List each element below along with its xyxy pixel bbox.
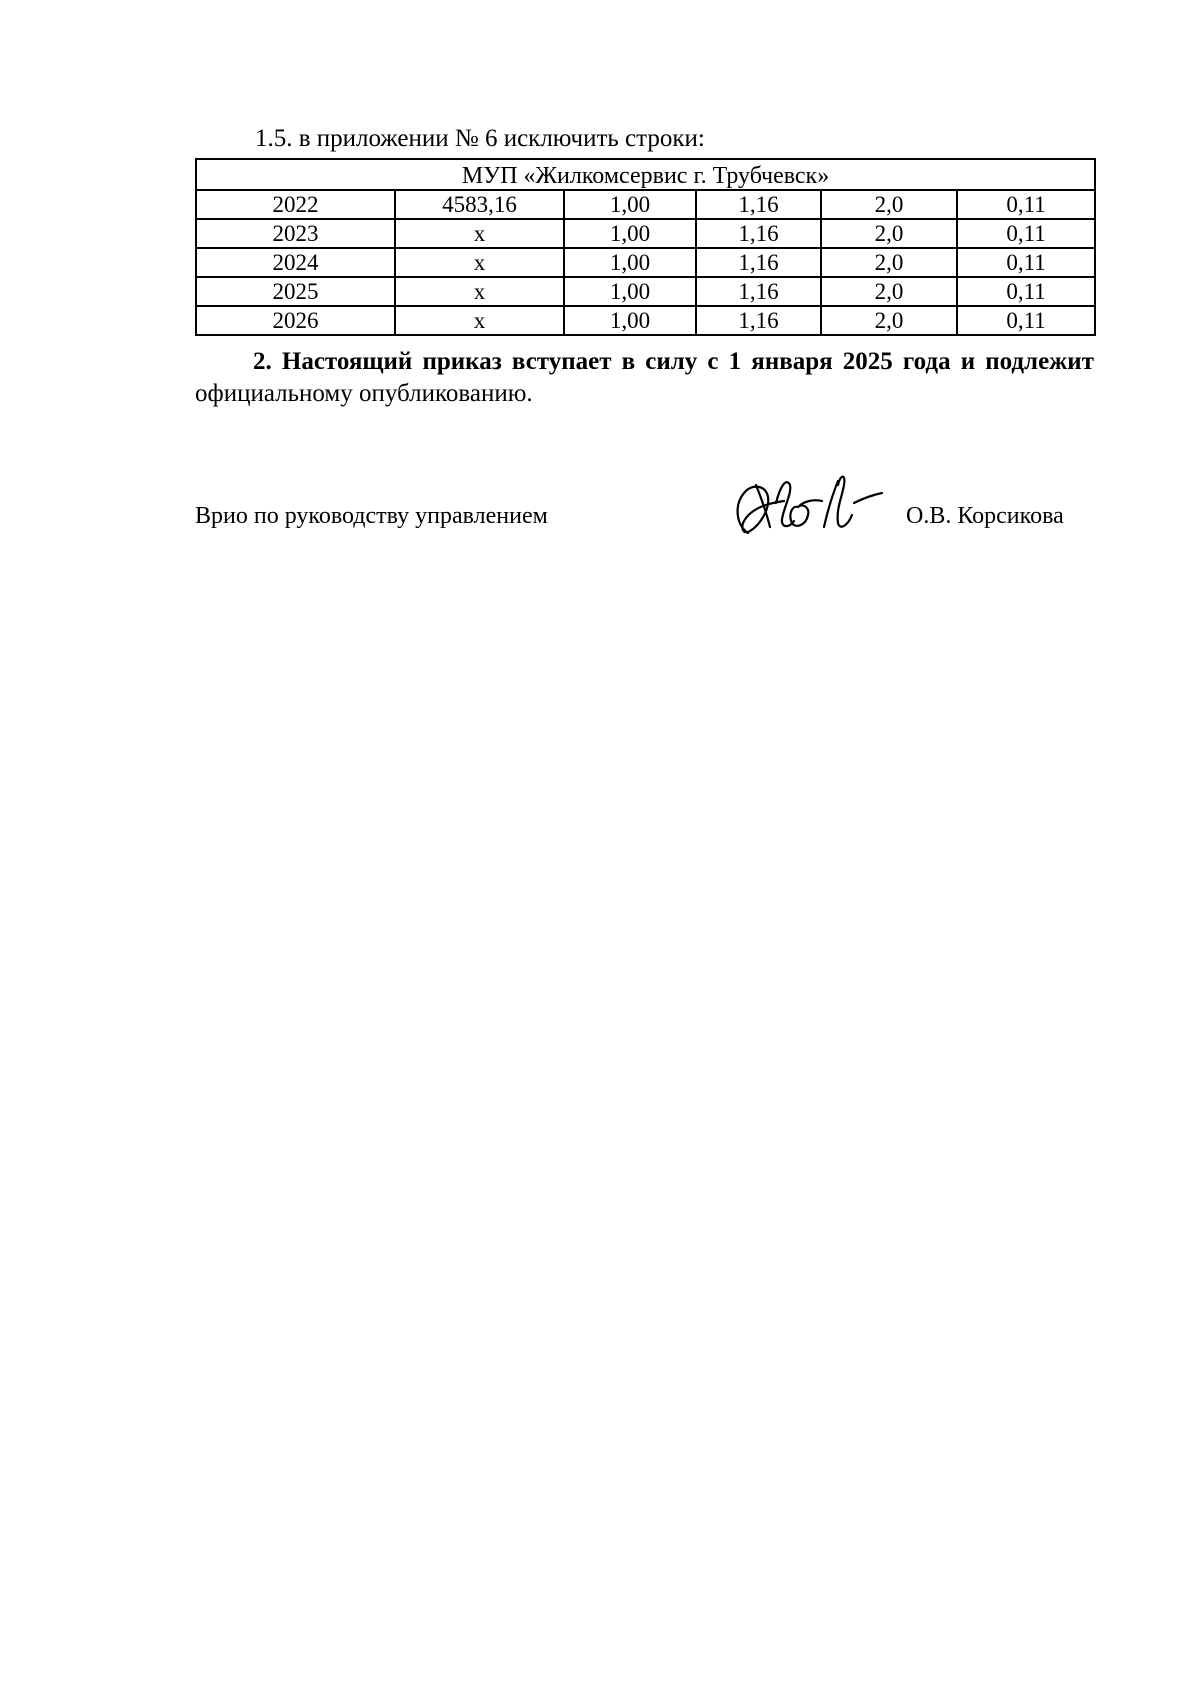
cell-value: 2,0 xyxy=(821,277,957,306)
paragraph-2-lead: 2. Настоящий приказ вступает в силу с 1 января 2025 года и подлежит xyxy=(253,348,1094,375)
cell-value: 0,11 xyxy=(957,219,1095,248)
cell-value: 1,00 xyxy=(564,248,696,277)
handwritten-signature xyxy=(726,445,891,545)
cell-value: х xyxy=(395,219,564,248)
paragraph-2 xyxy=(195,346,1094,410)
table-org-row xyxy=(196,159,1095,190)
cell-year: 2022 xyxy=(196,190,395,219)
cell-value: 0,11 xyxy=(957,190,1095,219)
signer-position: Врио по руководству управлением xyxy=(195,503,548,529)
cell-value: 1,16 xyxy=(696,306,821,335)
cell-value: 2,0 xyxy=(821,248,957,277)
cell-value: 2,0 xyxy=(821,306,957,335)
paragraph-2-rest: официальному опубликованию. xyxy=(195,380,533,407)
cell-value: 1,16 xyxy=(696,277,821,306)
item-heading: 1.5. в приложении № 6 исключить строки: xyxy=(255,125,705,152)
table-row xyxy=(196,306,1095,335)
cell-year: 2024 xyxy=(196,248,395,277)
cell-year: 2026 xyxy=(196,306,395,335)
cell-year: 2025 xyxy=(196,277,395,306)
excluded-rows-table xyxy=(195,158,1096,336)
table-row xyxy=(196,277,1095,306)
cell-value: 1,16 xyxy=(696,248,821,277)
cell-value: 1,00 xyxy=(564,190,696,219)
cell-value: 2,0 xyxy=(821,219,957,248)
cell-value: 4583,16 xyxy=(395,190,564,219)
cell-value: 1,00 xyxy=(564,277,696,306)
cell-value: 0,11 xyxy=(957,277,1095,306)
cell-value: 2,0 xyxy=(821,190,957,219)
table-row xyxy=(196,190,1095,219)
cell-value: х xyxy=(395,248,564,277)
cell-value: 1,16 xyxy=(696,219,821,248)
cell-value: 0,11 xyxy=(957,306,1095,335)
cell-value: 1,00 xyxy=(564,219,696,248)
table-row xyxy=(196,248,1095,277)
organization-name: МУП «Жилкомсервис г. Трубчевск» xyxy=(196,159,1095,190)
signer-name: О.В. Корсикова xyxy=(906,503,1064,529)
cell-value: х xyxy=(395,277,564,306)
cell-year: 2023 xyxy=(196,219,395,248)
table-row xyxy=(196,219,1095,248)
cell-value: х xyxy=(395,306,564,335)
cell-value: 1,16 xyxy=(696,190,821,219)
cell-value: 1,00 xyxy=(564,306,696,335)
cell-value: 0,11 xyxy=(957,248,1095,277)
